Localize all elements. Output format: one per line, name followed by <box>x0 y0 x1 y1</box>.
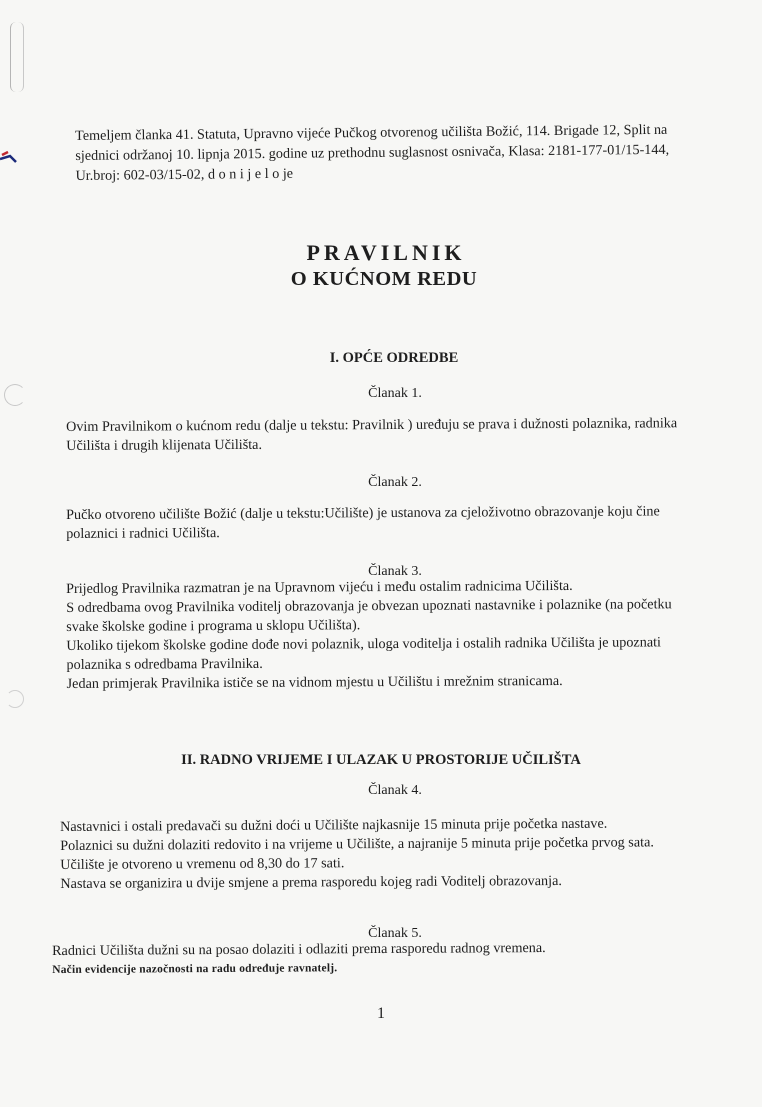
article-body <box>66 502 690 544</box>
title-line-2: O KUĆNOM REDU <box>290 268 478 290</box>
document-title <box>0 240 762 292</box>
article-paragraph: Pučko otvoreno učilište Božić (dalje u tekstu:Učilište) je ustanova za cjeloživotno obrazovanje koju čine polaznici i radnici Učilišta. <box>66 503 660 542</box>
staple-mark <box>10 22 24 92</box>
article-paragraph: Nastavnici i ostali predavači su dužni doći u Učilište najkasnije 15 minuta prije početka nastave. <box>60 815 608 835</box>
article-paragraph: Polaznici su dužni dolaziti redovito i na vrijeme u Učilište, a najranije 5 minuta prije početka prvog sata. <box>60 834 654 854</box>
article-body <box>66 576 691 694</box>
article-paragraph: Prijedlog Pravilnika razmatran je na Upravnom vijeću i među ostalim radnicima Učilišta. <box>66 577 573 597</box>
intro-paragraph: Temeljem članka 41. Statuta, Upravno vijeće Pučkog otvorenog učilišta Božić, 114. Brigade 12, Split na sjednici održanoj 10. lipnja 2015. godine uz prethodnu suglasnost osnivača, Klasa: 2181-177-01/15-144, Ur.broj: 602-03/15-02, d o n i j e l o je <box>75 121 670 184</box>
article-paragraph: S odredbama ovog Pravilnika voditelj obrazovanja je obvezan upoznati nastavnike i polaznike (na početku svake školske godine i programa u sklopu Učilišta). <box>66 596 672 635</box>
section-heading: I. OPĆE ODREDBE <box>329 350 459 366</box>
article-paragraph: Ukoliko tijekom školske godine dođe novi polaznik, uloga voditelja i ostalih radnika Učilišta je upoznati polaznika s odredbama Pravilnika. <box>66 634 662 673</box>
article-label: Članak 1. <box>368 386 422 401</box>
article-label: Članak 2. <box>368 475 422 490</box>
scan-artifact-mark <box>0 150 18 166</box>
article-label: Članak 4. <box>368 783 422 798</box>
title-line-1: PRAVILNIK <box>306 240 466 265</box>
section-heading: II. RADNO VRIJEME I ULAZAK U PROSTORIJE UČILIŠTA <box>181 752 581 768</box>
article-paragraph: Nastava se organizira u dvije smjene a prema rasporedu kojeg radi Voditelj obrazovanja. <box>60 872 562 892</box>
article-paragraph: Ovim Pravilnikom o kućnom redu (dalje u tekstu: Pravilnik ) uređuju se prava i dužnosti polaznika, radnika Učilišta i drugih klijenata Učilišta. <box>66 415 678 454</box>
article-body <box>60 814 690 894</box>
article-paragraph: Način evidencije nazočnosti na radu određuje ravnatelj. <box>52 962 338 976</box>
scan-artifact-circle <box>6 690 24 708</box>
article-paragraph: Radnici Učilišta dužni su na posao dolaziti i odlaziti prema rasporedu radnog vremena. <box>52 939 546 959</box>
article-body <box>66 414 690 456</box>
article-paragraph: Učilište je otvoreno u vremenu od 8,30 do 17 sati. <box>60 855 345 873</box>
page-number: 1 <box>377 1005 385 1022</box>
article-body <box>52 938 692 980</box>
article-label: Članak 3. <box>368 564 422 579</box>
article-paragraph: Jedan primjerak Pravilnika ističe se na vidnom mjestu u Učilištu i mrežnim stranicama. <box>66 672 563 692</box>
article-label: Članak 5. <box>368 926 422 941</box>
